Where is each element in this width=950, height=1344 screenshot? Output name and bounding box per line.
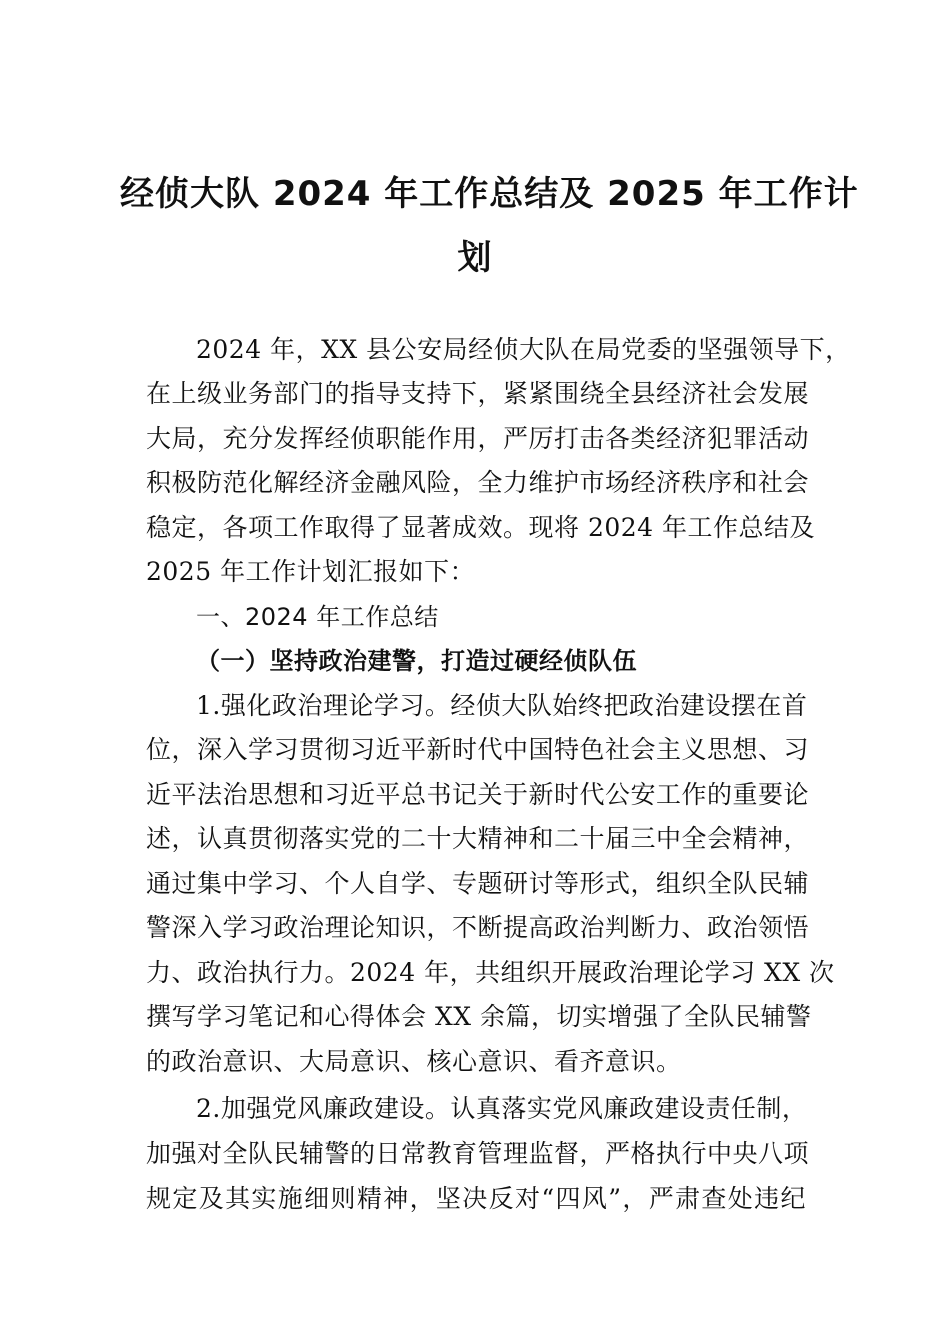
paragraph-line: 位，深入学习贯彻习近平新时代中国特色社会主义思想、习 (146, 735, 810, 764)
subsection-heading: （一）坚持政治建警，打造过硬经侦队伍 (196, 646, 637, 675)
paragraph-line: 警深入学习政治理论知识，不断提高政治判断力、政治领悟 (146, 913, 810, 942)
paragraph-line: 述，认真贯彻落实党的二十大精神和二十届三中全会精神， (146, 824, 810, 853)
paragraph-line: 的政治意识、大局意识、核心意识、看齐意识。 (146, 1047, 682, 1076)
document-title-line-2: 划 (457, 238, 493, 278)
paragraph-line: 规定及其实施细则精神，坚决反对“四风”，严肃查处违纪 (146, 1184, 806, 1213)
paragraph-line: 近平法治思想和习近平总书记关于新时代公安工作的重要论 (146, 780, 810, 809)
intro-line: 积极防范化解经济金融风险，全力维护市场经济秩序和社会 (146, 468, 810, 497)
intro-line: 在上级业务部门的指导支持下，紧紧围绕全县经济社会发展 (146, 379, 810, 408)
intro-line: 稳定，各项工作取得了显著成效。现将 2024 年工作总结及 (146, 513, 816, 542)
paragraph-line: 加强对全队民辅警的日常教育管理监督，严格执行中央八项 (146, 1139, 810, 1168)
paragraph-line: 2.加强党风廉政建设。认真落实党风廉政建设责任制， (196, 1094, 808, 1123)
intro-line: 2024 年，XX 县公安局经侦大队在局党委的坚强领导下， (196, 335, 851, 364)
document-title-line-1: 经侦大队 2024 年工作总结及 2025 年工作计 (120, 174, 859, 214)
paragraph-line: 撰写学习笔记和心得体会 XX 余篇，切实增强了全队民辅警 (146, 1002, 812, 1031)
paragraph-line: 力、政治执行力。2024 年，共组织开展政治理论学习 XX 次 (146, 958, 835, 987)
intro-line: 2025 年工作计划汇报如下： (146, 557, 476, 586)
paragraph-line: 通过集中学习、个人自学、专题研讨等形式，组织全队民辅 (146, 869, 810, 898)
paragraph-line: 1.强化政治理论学习。经侦大队始终把政治建设摆在首 (196, 691, 808, 720)
section-heading: 一、2024 年工作总结 (196, 603, 439, 631)
intro-line: 大局，充分发挥经侦职能作用，严厉打击各类经济犯罪活动 (146, 424, 810, 453)
